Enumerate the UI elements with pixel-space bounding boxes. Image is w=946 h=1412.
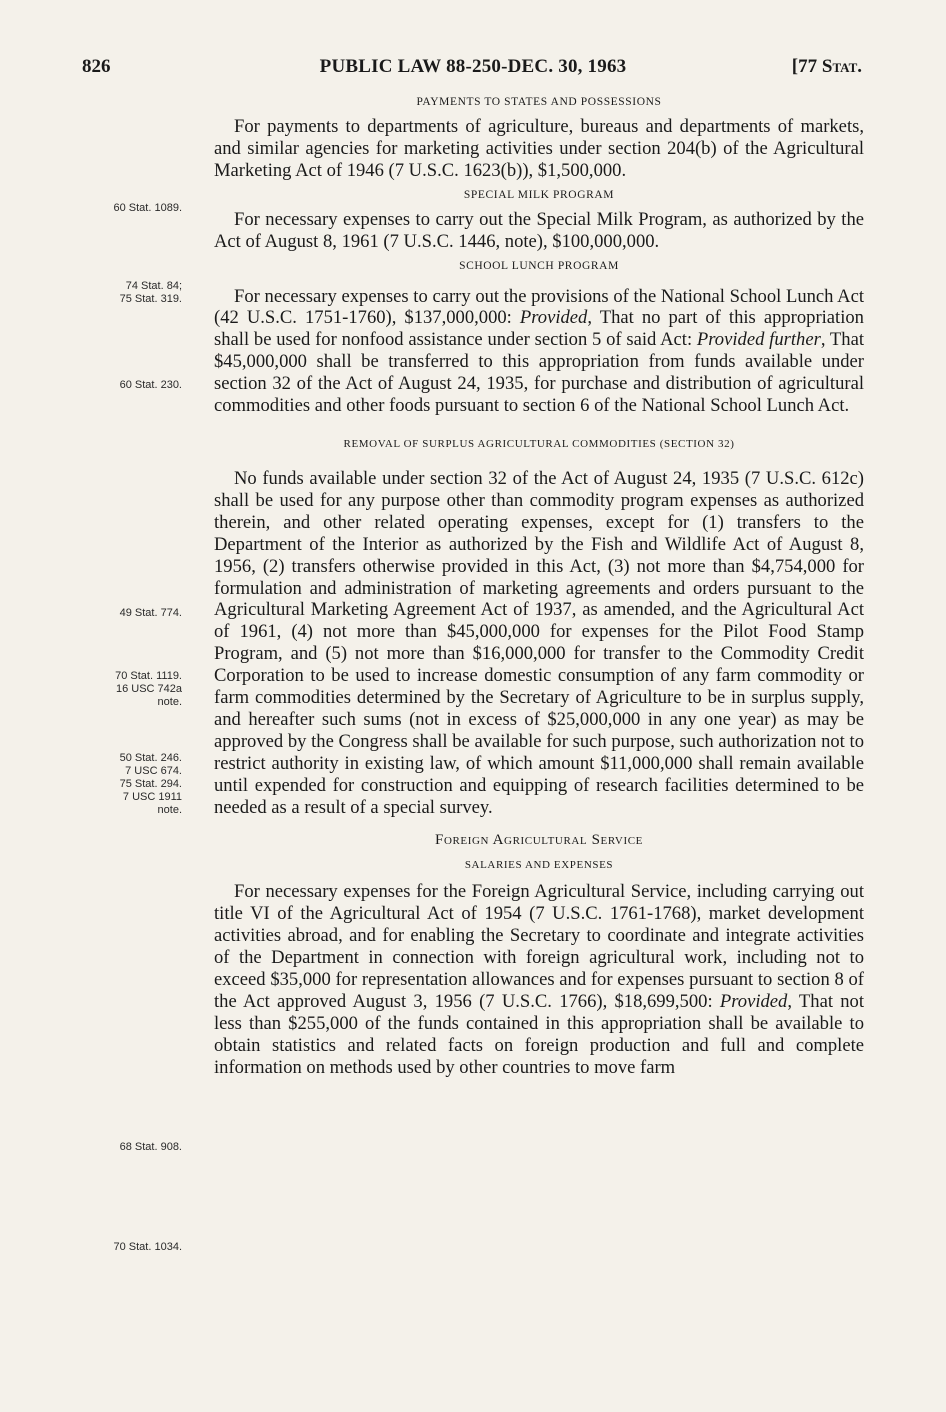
section-paragraph: No funds available under section 32 of the Act of August 24, 1935 (7 U.S.C. 612c) shall be used for any purpose other than commodity program expenses as authorized therein, and other related operating expenses, except for (1) transfers to the Department of the Interior as authorized by the Fish and Wildlife Act of August 8, 1956, (2) transfers otherwise provided in this Act, (3) not more than $4,754,000 for formulation and administration of marketing agreements and orders pursuant to the Agricultural Marketing Agreement Act of 1937, as amended, and the Agricultural Act of 1961, (4) not more than $45,000,000 for expenses for the Pilot Food Stamp Program, and (5) not more than $16,000,000 for transfer to the Commodity Credit Corporation to be used to increase domestic consumption of any farm commodity or farm commodities determined by the Secretary of Agriculture to be in surplus supply, and hereafter such sums (not in excess of $25,000,000 in any one year) as may be approved by the Congress shall be available for such purpose, such authorization not to restrict authority in existing law, of which amount $11,000,000 shall remain available until expended for construction and equipping of research facilities determined to be needed as a result of a special survey. — [214, 467, 864, 818]
page-header — [0, 56, 946, 86]
margin-note: 68 Stat. 908. — [119, 1141, 182, 1153]
page-number: 826 — [82, 56, 111, 77]
section-payments-to-states — [214, 95, 864, 182]
section-paragraph: For necessary expenses for the Foreign Agricultural Service, including carrying out title VI of the Agricultural Act of 1954 (7 U.S.C. 1761-1768), market development activities abroad, and for enabling the Secretary to coordinate and integrate activities of the Department in connection with foreign agricultural work, including not to exceed $35,000 for representation allowances and for expenses pursuant to section 8 of the Act approved August 3, 1956 (7 U.S.C. 1766), $18,699,500: Provided, That not less than $255,000 of the funds contained in this appropriation shall be available to obtain statistics and related facts on foreign production and full and complete information on methods used by other countries to move farm — [214, 881, 864, 1078]
section-special-milk-program — [214, 188, 864, 253]
section-heading: REMOVAL OF SURPLUS AGRICULTURAL COMMODITIES (SECTION 32) — [343, 437, 735, 450]
margin-note: 70 Stat. 1119. 16 USC 742a note. — [115, 670, 182, 708]
volume-reference: [77 Stat. — [791, 56, 862, 77]
margin-note: 49 Stat. 774. — [119, 607, 182, 619]
section-foreign-agricultural-service — [214, 830, 864, 1078]
section-paragraph: For payments to departments of agriculture, bureaus and departments of markets, and similar agencies for marketing activities under section 204(b) of the Agricultural Marketing Act of 1946 (7 U.S.C. 1623(b)), $1,500,000. — [214, 116, 864, 181]
section-heading: SCHOOL LUNCH PROGRAM — [459, 259, 619, 272]
margin-note: 60 Stat. 230. — [119, 379, 182, 391]
section-heading: SPECIAL MILK PROGRAM — [463, 188, 615, 201]
margin-note: 70 Stat. 1034. — [113, 1241, 182, 1253]
margin-note: 50 Stat. 246. 7 USC 674. 75 Stat. 294. 7 USC 1911 note. — [119, 752, 182, 816]
agency-heading: Foreign Agricultural Service — [435, 832, 643, 849]
section-removal-of-surplus — [214, 437, 864, 819]
running-head: PUBLIC LAW 88-250-DEC. 30, 1963 — [319, 56, 627, 77]
margin-note: 60 Stat. 1089. — [113, 202, 182, 214]
section-paragraph: For necessary expenses to carry out the provisions of the National School Lunch Act (42 U.S.C. 1751-1760), $137,000,000: Provided, That no part of this appropriation shall be used for nonfood assistance under section 5 of said Act: Provided further, That $45,000,000 shall be transferred to this appropriation from funds available under section 32 of the Act of August 24, 1935, for purchase and distribution of agricultural commodities and other foods pursuant to section 6 of the National School Lunch Act. — [214, 285, 864, 417]
section-heading: SALARIES AND EXPENSES — [464, 859, 614, 872]
section-school-lunch-program — [214, 259, 864, 417]
document-body — [214, 95, 864, 1079]
section-paragraph: For necessary expenses to carry out the Special Milk Program, as authorized by the Act of August 8, 1961 (7 U.S.C. 1446, note), $100,000,000. — [214, 208, 864, 252]
section-heading: PAYMENTS TO STATES AND POSSESSIONS — [416, 96, 662, 108]
margin-note: 74 Stat. 84; 75 Stat. 319. — [119, 280, 182, 305]
